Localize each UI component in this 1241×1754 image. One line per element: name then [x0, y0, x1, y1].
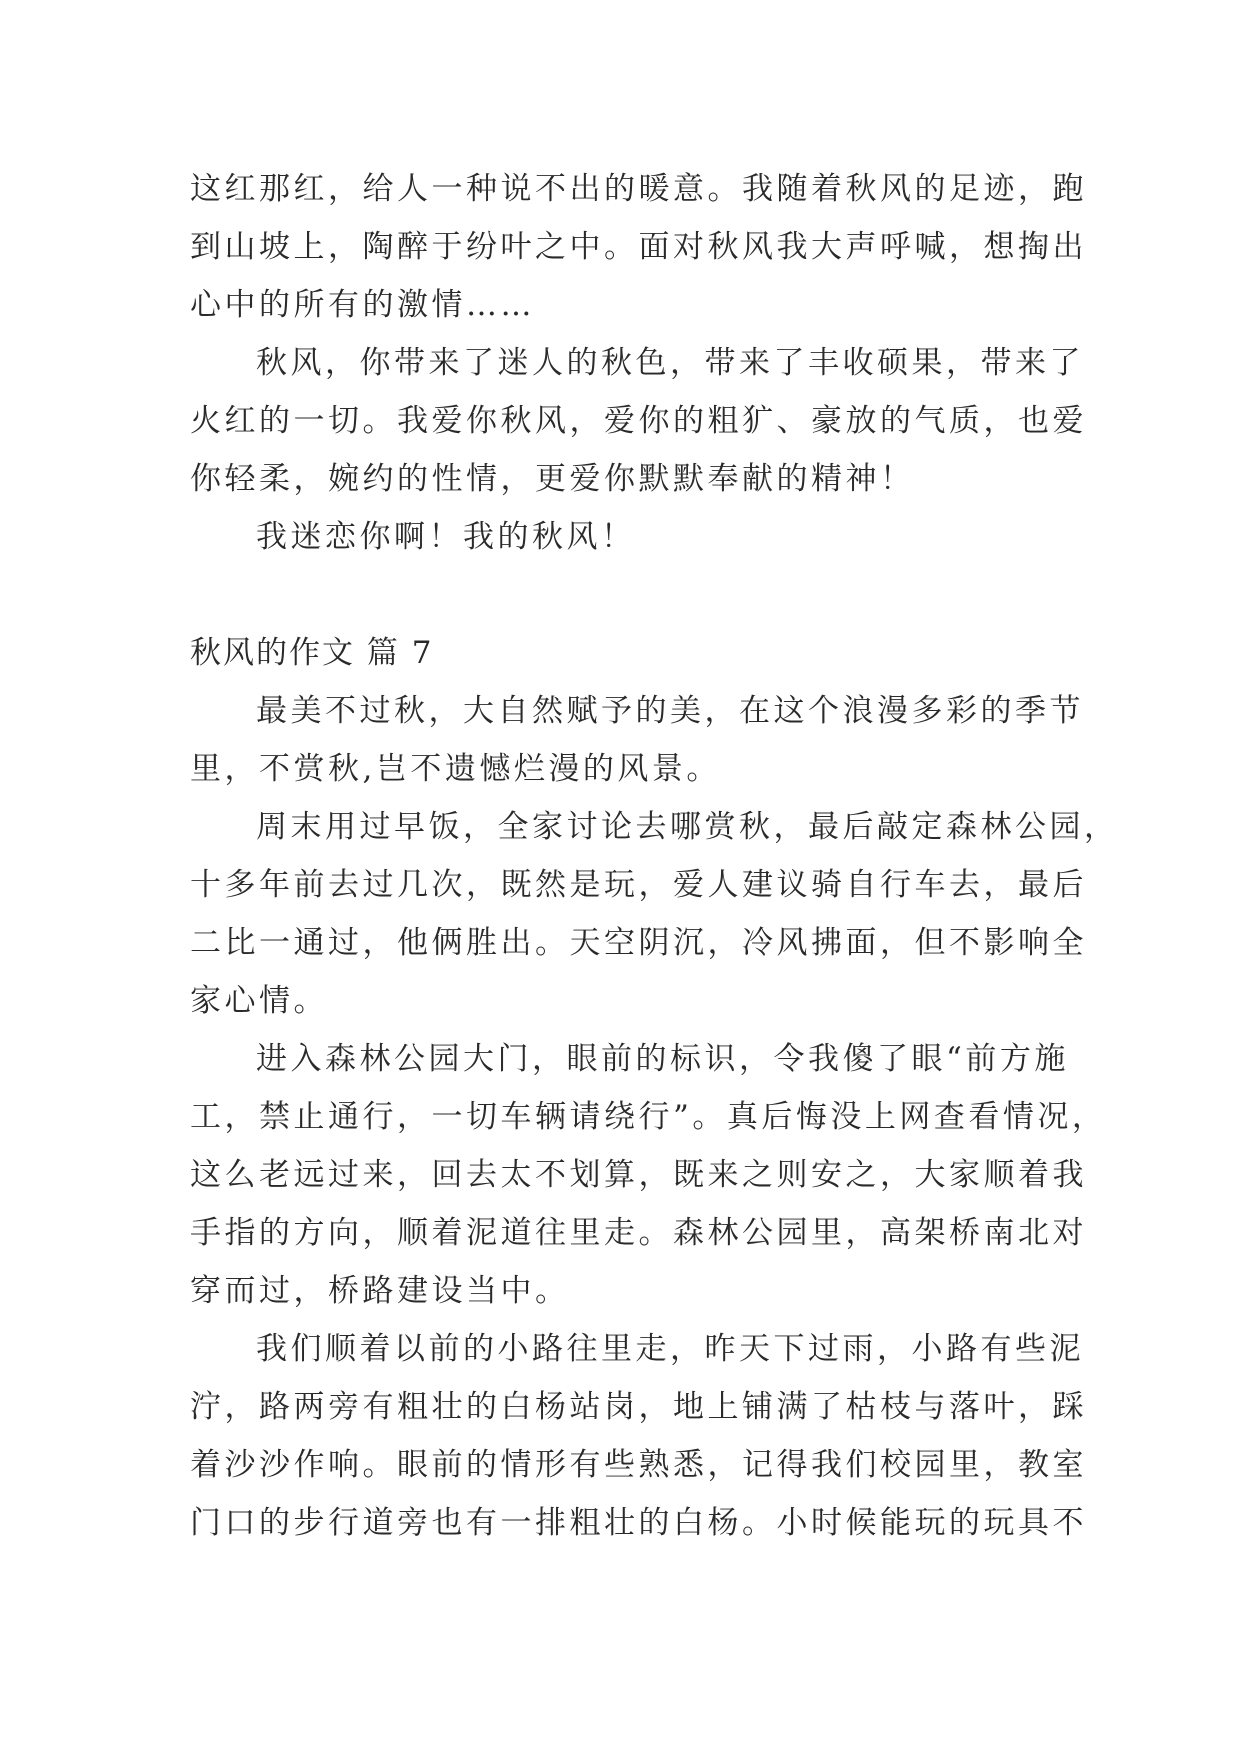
text-line: 手指的方向，顺着泥道往里走。森林公园里，高架桥南北对	[190, 1215, 1087, 1251]
text-line: 心中的所有的激情……	[190, 287, 535, 323]
blank-line	[190, 566, 1050, 624]
text-line: 最美不过秋，大自然赋予的美，在这个浪漫多彩的季节	[256, 693, 1084, 729]
text-line: 我迷恋你啊！我的秋风！	[256, 519, 636, 555]
text-line: 里，不赏秋,岂不遗憾烂漫的风景。	[190, 751, 721, 787]
paragraph	[190, 798, 1119, 1030]
text-line: 十多年前去过几次，既然是玩，爱人建议骑自行车去，最后	[190, 867, 1087, 903]
paragraph	[190, 160, 1087, 334]
paragraph	[190, 1320, 1087, 1552]
text-line: 这红那红，给人一种说不出的暖意。我随着秋风的足迹，跑	[190, 171, 1087, 207]
text-line: 着沙沙作响。眼前的情形有些熟悉，记得我们校园里，教室	[190, 1447, 1087, 1483]
text-line: 秋风，你带来了迷人的秋色，带来了丰收硕果，带来了	[256, 345, 1084, 381]
text-line: 家心情。	[190, 983, 328, 1019]
document-body	[190, 160, 1119, 1552]
text-line: 我们顺着以前的小路往里走，昨天下过雨，小路有些泥	[256, 1331, 1084, 1367]
text-line: 你轻柔，婉约的性情，更爱你默默奉献的精神！	[190, 461, 915, 497]
text-line: 进入森林公园大门，眼前的标识，令我傻了眼“前方施	[256, 1041, 1069, 1077]
text-line: 泞，路两旁有粗壮的白杨站岗，地上铺满了枯枝与落叶，踩	[190, 1389, 1087, 1425]
text-line: 这么老远过来，回去太不划算，既来之则安之，大家顺着我	[190, 1157, 1087, 1193]
text-line: 火红的一切。我爱你秋风，爱你的粗犷、豪放的气质，也爱	[190, 403, 1087, 439]
paragraph	[190, 682, 1084, 798]
paragraph	[190, 508, 1050, 566]
paragraph	[190, 334, 1087, 508]
text-line: 穿而过，桥路建设当中。	[190, 1273, 570, 1309]
text-line: 周末用过早饭，全家讨论去哪赏秋，最后敲定森林公园，	[256, 809, 1119, 845]
section-heading: 秋风的作文 篇 7	[190, 635, 434, 671]
text-line: 到山坡上，陶醉于纷叶之中。面对秋风我大声呼喊，想掏出	[190, 229, 1087, 265]
text-line: 门口的步行道旁也有一排粗壮的白杨。小时候能玩的玩具不	[190, 1505, 1087, 1541]
paragraph	[190, 1030, 1107, 1320]
text-line: 工，禁止通行，一切车辆请绕行”。真后悔没上网查看情况，	[190, 1099, 1107, 1135]
text-line: 二比一通过，他俩胜出。天空阴沉，冷风拂面，但不影响全	[190, 925, 1087, 961]
